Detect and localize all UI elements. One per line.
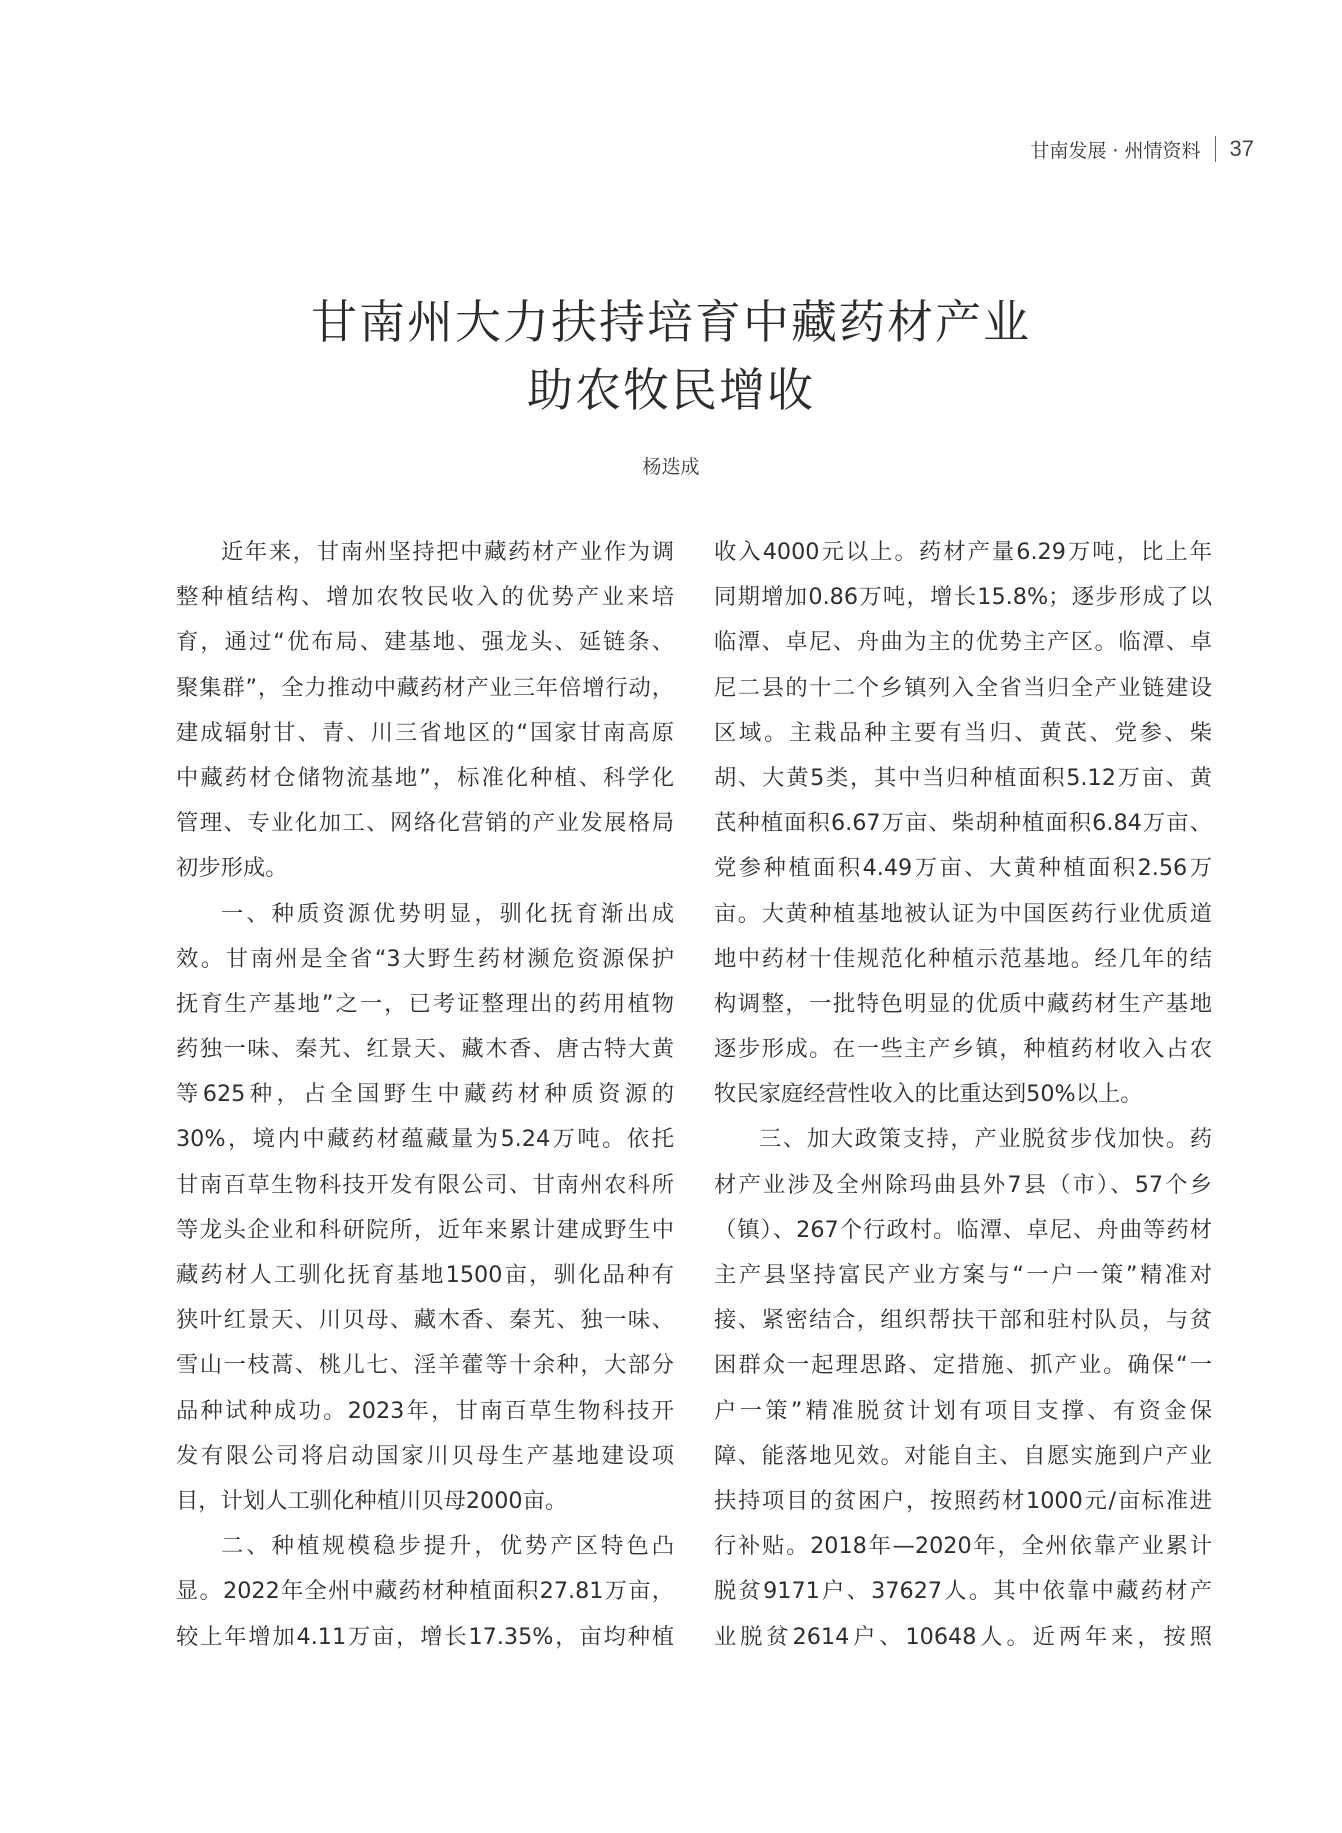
article-title — [0, 288, 1342, 424]
text-line: 等625种，占全国野生中藏药材种质资源的 — [176, 1081, 674, 1108]
text-line: 行补贴。2018年—2020年，全州依靠产业累计 — [714, 1533, 1212, 1560]
text-line: 脱贫9171户、37627人。其中依靠中藏药材产 — [714, 1578, 1212, 1605]
title-line-2: 助农牧民增收 — [527, 363, 815, 417]
text-line: 区域。主栽品种主要有当归、黄芪、党参、柴 — [714, 719, 1212, 746]
text-line: 逐步形成。在一些主产乡镇，种植药材收入占农 — [714, 1036, 1212, 1063]
text-line: 抚育生产基地”之一，已考证整理出的药用植物 — [176, 990, 674, 1017]
text-line: 较上年增加4.11万亩，增长17.35%，亩均种植 — [176, 1623, 674, 1650]
text-line: 聚集群”，全力推动中藏药材产业三年倍增行动， — [176, 674, 674, 701]
text-line: 发有限公司将启动国家川贝母生产基地建设项 — [176, 1442, 674, 1469]
text-line: 雪山一枝蒿、桃儿七、淫羊藿等十余种，大部分 — [176, 1352, 674, 1379]
text-line: 品种试种成功。2023年，甘南百草生物科技开 — [176, 1397, 674, 1424]
text-line: 收入4000元以上。药材产量6.29万吨，比上年 — [714, 539, 1212, 565]
text-line: 业脱贫2614户、10648人。近两年来，按照 — [714, 1623, 1212, 1650]
text-line: 育，通过“优布局、建基地、强龙头、延链条、 — [176, 629, 674, 656]
text-line: （镇）、267个行政村。临潭、卓尼、舟曲等药材 — [714, 1216, 1212, 1243]
text-line: 目，计划人工驯化种植川贝母2000亩。 — [176, 1487, 568, 1514]
text-line: 初步形成。 — [176, 855, 288, 882]
right-text-column — [714, 530, 1212, 1660]
text-line: 中藏药材仓储物流基地”，标准化种植、科学化 — [176, 764, 674, 791]
text-line: 等龙头企业和科研院所，近年来累计建成野生中 — [176, 1216, 674, 1243]
text-line: 30%，境内中藏药材蕴藏量为5.24万吨。依托 — [176, 1126, 674, 1153]
text-line: 胡、大黄5类，其中当归种植面积5.12万亩、黄 — [714, 764, 1212, 791]
text-line: 牧民家庭经营性收入的比重达到50%以上。 — [714, 1081, 1143, 1108]
text-line: 同期增加0.86万吨，增长15.8%；逐步形成了以 — [714, 584, 1212, 611]
text-line: 构调整，一批特色明显的优质中藏药材生产基地 — [714, 990, 1212, 1017]
text-line: 芪种植面积6.67万亩、柴胡种植面积6.84万亩、 — [714, 810, 1212, 837]
text-line: 材产业涉及全州除玛曲县外7县（市）、57个乡 — [714, 1171, 1212, 1198]
text-line: 藏药材人工驯化抚育基地1500亩，驯化品种有 — [176, 1262, 674, 1288]
left-text-column — [176, 530, 674, 1660]
text-line: 狭叶红景天、川贝母、藏木香、秦艽、独一味、 — [176, 1307, 674, 1334]
text-line: 效。甘南州是全省“3大野生药材濒危资源保护 — [176, 945, 674, 972]
text-line: 三、加大政策支持，产业脱贫步伐加快。药 — [759, 1126, 1212, 1153]
text-line: 药独一味、秦艽、红景天、藏木香、唐古特大黄 — [176, 1036, 674, 1063]
text-line: 显。2022年全州中藏药材种植面积27.81万亩， — [176, 1578, 674, 1605]
text-line: 亩。大黄种植基地被认证为中国医药行业优质道 — [714, 900, 1212, 927]
text-line: 一、种质资源优势明显，驯化抚育渐出成 — [221, 900, 674, 927]
text-line: 整种植结构、增加农牧民收入的优势产业来培 — [176, 584, 674, 611]
text-line: 户一策”精准脱贫计划有项目支撑、有资金保 — [714, 1397, 1212, 1424]
header-divider — [1215, 136, 1216, 162]
text-line: 障、能落地见效。对能自主、自愿实施到户产业 — [714, 1442, 1212, 1469]
text-line: 管理、专业化加工、网络化营销的产业发展格局 — [176, 810, 674, 837]
text-line: 临潭、卓尼、舟曲为主的优势主产区。临潭、卓 — [714, 629, 1212, 656]
text-line: 困群众一起理思路、定措施、抓产业。确保“一 — [714, 1352, 1212, 1379]
page-number: 37 — [1229, 136, 1254, 161]
text-line: 接、紧密结合，组织帮扶干部和驻村队员，与贫 — [714, 1307, 1212, 1334]
text-line: 建成辐射甘、青、川三省地区的“国家甘南高原 — [176, 719, 674, 746]
text-line: 扶持项目的贫困户，按照药材1000元/亩标准进 — [714, 1487, 1212, 1514]
title-line-1: 甘南州大力扶持培育中藏药材产业 — [311, 295, 1031, 349]
text-line: 尼二县的十二个乡镇列入全省当归全产业链建设 — [714, 674, 1212, 701]
running-header — [1030, 134, 1254, 164]
text-line: 二、种植规模稳步提升，优势产区特色凸 — [221, 1533, 674, 1560]
text-line: 地中药材十佳规范化种植示范基地。经几年的结 — [714, 945, 1212, 972]
journal-name: 甘南发展 · 州情资料 — [1030, 139, 1201, 162]
author-byline: 杨迭成 — [642, 456, 700, 478]
text-line: 党参种植面积4.49万亩、大黄种植面积2.56万 — [714, 855, 1212, 882]
text-line: 甘南百草生物科技开发有限公司、甘南州农科所 — [176, 1171, 674, 1198]
text-line: 近年来，甘南州坚持把中藏药材产业作为调 — [221, 539, 674, 565]
text-line: 主产县坚持富民产业方案与“一户一策”精准对 — [714, 1262, 1212, 1288]
